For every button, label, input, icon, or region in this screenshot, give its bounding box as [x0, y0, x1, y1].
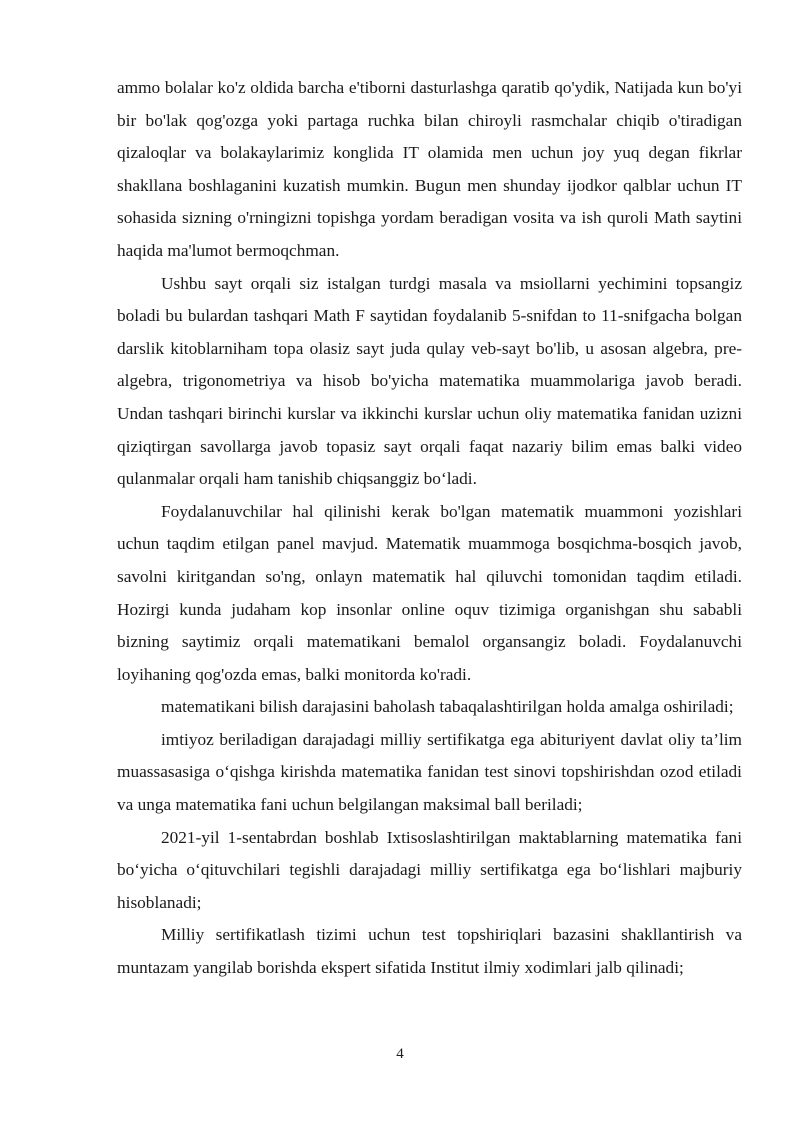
paragraph-site-description: Ushbu sayt orqali siz istalgan turdgi masala va msiollarni yechimini topsangiz boladi bu bulardan tashqari Math F saytidan foydalanib 5-snifdan to 11-snifgacha bolgan darslik kitoblarniham topa olasiz sayt juda qulay veb-sayt bo'lib, u asosan algebra, pre-algebra, trigonometriya va hisob bo'yicha matematika muammolariga javob beradi. Undan tashqari birinchi kurslar va ikkinchi kurslar uchun oliy matematika fanidan uzizni qiziqtirgan savollarga javob topasiz sayt orqali faqat nazariy bilim emas balki video qulanmalar orqali ham tanishib chiqsanggiz bo‘ladi.	[117, 273, 742, 489]
paragraph-teacher-requirement: 2021-yil 1-sentabrdan boshlab Ixtisoslashtirilgan maktablarning matematika fani bo‘yicha o‘qituvchilari tegishli darajadagi milliy sertifikatga ega bo‘lishlari majburiy hisoblanadi;	[117, 827, 742, 912]
paragraph-assessment: matematikani bilish darajasini baholash tabaqalashtirilgan holda amalga oshiriladi;	[161, 697, 734, 717]
paragraph-user-panel: Foydalanuvchilar hal qilinishi kerak bo'lgan matematik muammoni yozishlari uchun taqdim etilgan panel mavjud. Matematik muammoga bosqichma-bosqich javob, savolni kiritgandan so'ng, onlayn matematik hal qiluvchi tomonidan taqdim etiladi. Hozirgi kunda judaham kop insonlar online oquv tizimiga organishgan shu sababli bizning saytimiz orqali matematikani bemalol organsangiz boladi. Foydalanuvchi loyihaning qog'ozda emas, balki monitorda ko'radi.	[117, 501, 742, 684]
paragraph-certificate-exemption: imtiyoz beriladigan darajadagi milliy sertifikatga ega abituriyent davlat oliy ta’lim muassasasiga o‘qishga kirishda matematika fanidan test sinovi topshirishdan ozod etiladi va unga matematika fani uchun belgilangan maksimal ball beriladi;	[117, 729, 742, 815]
page-number: 4	[396, 1046, 404, 1062]
paragraph-intro-continuation: ammo bolalar ko'z oldida barcha e'tiborni dasturlashga qaratib qo'ydik, Natijada kun bo'yi bir bo'lak qog'ozga yoki partaga ruchka bilan chiroyli rasmchalar chiqib o'tiradigan qizaloqlar va bolakaylarimiz konglida IT olamida men uchun joy yuq degan fikrlar shakllana boshlaganini kuzatish mumkin. Bugun men shunday ijodkor qalblar uchun IT sohasida sizning o'rningizni topishga yordam beradigan vosita va ish quroli Math saytini haqida ma'lumot bermoqchman.	[117, 78, 742, 260]
paragraph-test-database: Milliy sertifikatlash tizimi uchun test topshiriqlari bazasini shakllantirish va muntazam yangilab borishda ekspert sifatida Institut ilmiy xodimlari jalb qilinadi;	[117, 925, 742, 978]
document-page	[117, 72, 742, 985]
